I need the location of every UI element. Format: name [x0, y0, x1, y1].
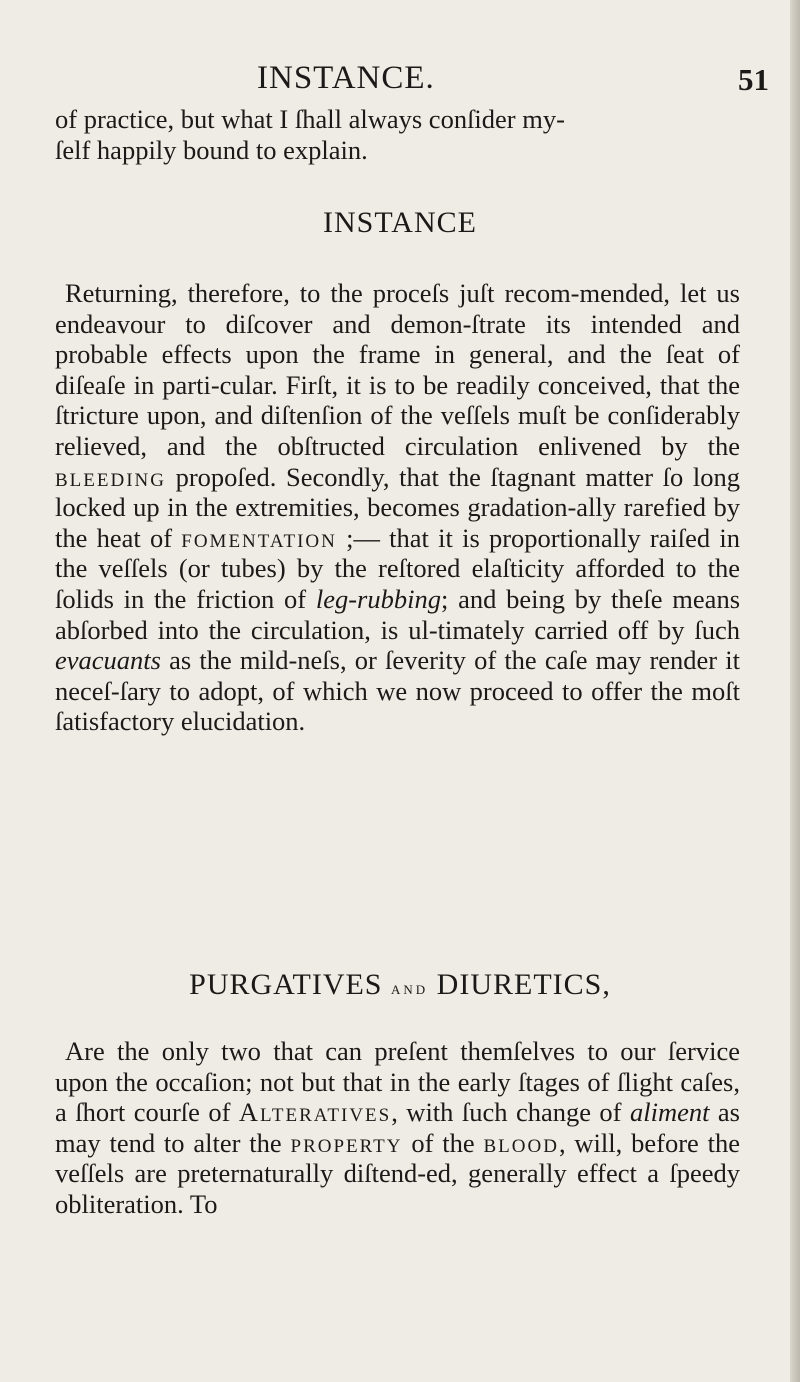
section-heading-instance: INSTANCE	[323, 206, 477, 239]
paragraph-text: Returning, therefore, to the proceſs juſt recom-mended, let us endeavour to diſcover and demon-ſtrate its intended and probable effects upon the frame in general, and the ſeat of diſeaſe in parti-cular. Firſt, it is to be readily conceived, that the ſtricture upon, and diſtenſion of the veſſels muſt be conſiderably relieved, and the obſtructed circulation enlivened by the	[55, 278, 740, 461]
paragraph-text: Are the only two that can preſent themſelves to our ſervice upon the occaſion; not but that in the early ſtages of ſlight caſes, a ſhort courſe of	[55, 1036, 740, 1128]
opening-line-1: of practice, but what I ſhall always conſider my-	[55, 104, 565, 134]
opening-paragraph	[55, 104, 740, 165]
running-title: INSTANCE.	[257, 60, 435, 96]
paragraph-text: propoſed. Secondly, that the ſtagnant matter ſo long locked up in the extremities, becomes gradation-ally rarefied by the heat of	[55, 461, 740, 553]
purgatives-paragraph	[55, 1036, 740, 1220]
paragraph-text: of the	[402, 1127, 484, 1158]
term-bleeding: bleeding	[55, 461, 166, 492]
paragraph-text: as may tend to alter the	[55, 1097, 740, 1158]
heading-and: and	[391, 978, 429, 998]
section-heading-purgatives	[0, 968, 800, 1002]
term-fomentation: fomentation	[181, 522, 337, 553]
term-property: property	[290, 1127, 403, 1158]
paragraph-text: , with ſuch change of	[391, 1097, 630, 1128]
paragraph-text: ; and being by theſe means abſorbed into the circulation, is ul-timately carried off by ſuch	[55, 583, 741, 645]
running-head	[0, 60, 800, 100]
paragraph-text: as the mild-neſs, or ſeverity of the caſe may render it neceſ-ſary to adopt, of which we now proceed to offer the moſt ſatisfactory elucidation.	[55, 645, 740, 737]
opening-line-2: ſelf happily bound to explain.	[55, 134, 368, 165]
heading-purgatives: PURGATIVES	[189, 968, 383, 1001]
page-number: 51	[738, 62, 769, 97]
term-blood: blood	[483, 1127, 559, 1158]
instance-paragraph	[55, 278, 740, 737]
term-evacuants: evacuants	[55, 645, 161, 676]
heading-diuretics: DIURETICS,	[436, 968, 611, 1001]
paragraph-text: ;— that it is proportionally raiſed in the veſſels (or tubes) by the reſtored elaſticity afforded to the ſolids in the friction of	[55, 522, 740, 614]
paragraph-text: , will, before the veſſels are preternaturally diſtend-ed, generally effect a ſpeedy obliteration. To	[55, 1127, 740, 1219]
term-alteratives: Alteratives	[238, 1097, 392, 1128]
term-leg-rubbing: leg-rubbing	[315, 583, 441, 614]
term-aliment: aliment	[629, 1097, 710, 1128]
